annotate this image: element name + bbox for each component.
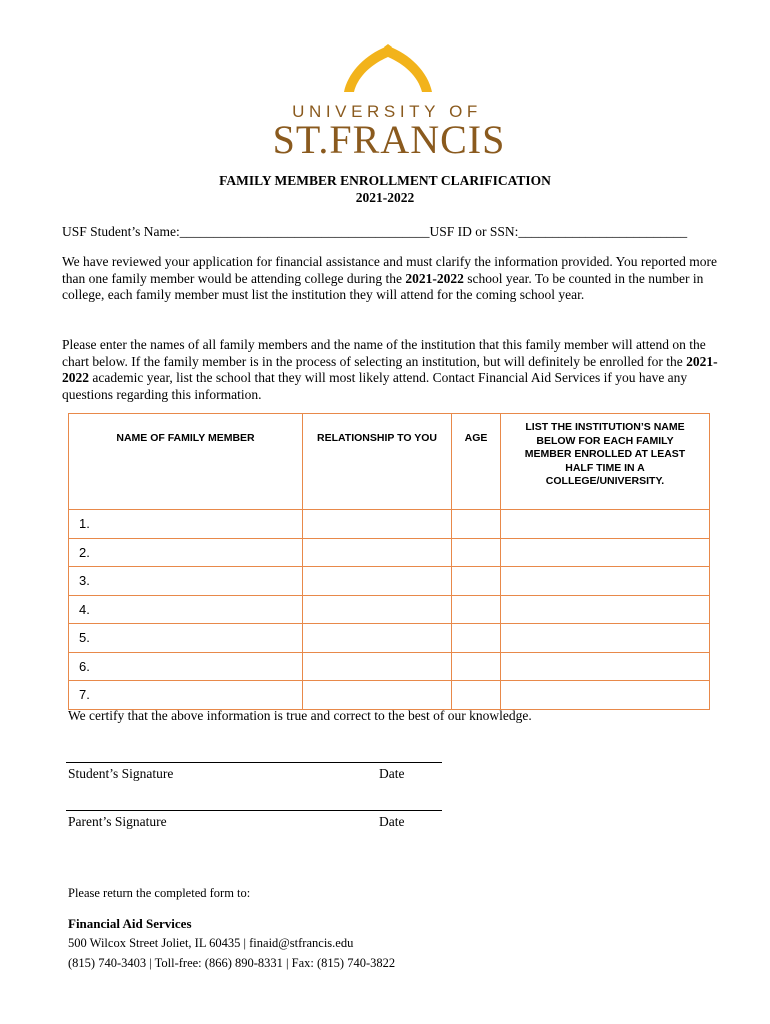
header-institution-line: LIST THE INSTITUTION’S NAME <box>525 421 685 433</box>
age-cell[interactable] <box>452 595 501 624</box>
row-number-name-cell[interactable]: 3. <box>69 567 303 596</box>
table-row <box>69 624 710 653</box>
table-row <box>69 595 710 624</box>
header-institution-line: HALF TIME IN A <box>565 461 645 474</box>
row-number-name-cell[interactable]: 1. <box>69 510 303 539</box>
header-institution-line: COLLEGE/UNIVERSITY. <box>545 475 665 487</box>
table-row <box>69 681 710 710</box>
relationship-cell[interactable] <box>303 624 452 653</box>
age-cell[interactable] <box>452 624 501 653</box>
header-institution-line: MEMBER ENROLLED AT LEAST <box>524 448 686 460</box>
arch-icon <box>340 44 436 94</box>
student-signature-line[interactable] <box>66 762 442 763</box>
logo-university-of: UNIVERSITY OF <box>292 102 482 121</box>
institution-cell[interactable] <box>501 681 710 710</box>
age-cell[interactable] <box>452 538 501 567</box>
intro-text-a: We have reviewed your application for financial assistance and must clarify the information provided. You reported more than one family member would be attending college during the <box>62 254 717 286</box>
relationship-cell[interactable] <box>303 510 452 539</box>
student-date-label: Date <box>379 766 405 781</box>
intro-text-b: school year. To be counted in the number in college, each family member must list the institution they will attend for the coming school year. <box>62 270 704 302</box>
student-signature-label: Student’s Signature <box>68 766 174 781</box>
relationship-cell[interactable] <box>303 538 452 567</box>
row-number-name-cell[interactable]: 5. <box>69 624 303 653</box>
return-instructions: Please return the completed form to: <box>68 886 251 900</box>
table-row <box>69 538 710 567</box>
row-number-name-cell[interactable]: 2. <box>69 538 303 567</box>
parent-date-label: Date <box>379 814 405 829</box>
logo-st-francis: ST.FRANCIS <box>272 117 506 162</box>
header-relationship: RELATIONSHIP TO YOU <box>303 414 452 510</box>
instructions-year: 2021-2022 <box>62 353 718 385</box>
institution-cell[interactable] <box>501 538 710 567</box>
institution-cell[interactable] <box>501 624 710 653</box>
office-address: 500 Wilcox Street Joliet, IL 60435 | finaid@stfrancis.edu <box>68 936 354 950</box>
age-cell[interactable] <box>452 510 501 539</box>
student-name-id-line: USF Student’s Name:_____________________________________USF ID or SSN:_________________________ <box>62 224 688 239</box>
office-phones: (815) 740-3403 | Toll-free: (866) 890-8331 | Fax: (815) 740-3822 <box>68 956 396 970</box>
row-number-name-cell[interactable]: 7. <box>69 681 303 710</box>
institution-cell[interactable] <box>501 510 710 539</box>
parent-signature-line[interactable] <box>66 810 442 811</box>
table-row <box>69 567 710 596</box>
relationship-cell[interactable] <box>303 595 452 624</box>
header-institution-line: BELOW FOR EACH FAMILY <box>536 434 674 447</box>
row-number-name-cell[interactable]: 6. <box>69 652 303 681</box>
relationship-cell[interactable] <box>303 652 452 681</box>
intro-paragraph <box>62 254 722 304</box>
university-logo <box>262 44 512 164</box>
age-cell[interactable] <box>452 567 501 596</box>
table-row <box>69 652 710 681</box>
table-header-row <box>69 414 710 510</box>
form-title: FAMILY MEMBER ENROLLMENT CLARIFICATION <box>219 173 551 188</box>
instructions-paragraph <box>62 337 722 403</box>
row-number-name-cell[interactable]: 4. <box>69 595 303 624</box>
instructions-text-a: Please enter the names of all family members and the name of the institution that this family member will attend on the chart below. If the family member is in the process of selecting an institution, but will definitely be enrolled for the <box>62 337 706 369</box>
family-member-table <box>68 413 710 710</box>
instructions-text-b: academic year, list the school that they will most likely attend. Contact Financial Aid Services if you have any questions regarding this information. <box>62 370 688 402</box>
institution-cell[interactable] <box>501 567 710 596</box>
age-cell[interactable] <box>452 681 501 710</box>
form-year: 2021-2022 <box>355 190 415 205</box>
office-name: Financial Aid Services <box>68 916 192 931</box>
relationship-cell[interactable] <box>303 681 452 710</box>
certify-statement: We certify that the above information is true and correct to the best of our knowledge. <box>68 708 532 723</box>
age-cell[interactable] <box>452 652 501 681</box>
header-age: AGE <box>452 414 501 510</box>
intro-year: 2021-2022 <box>405 270 464 286</box>
table-row <box>69 510 710 539</box>
institution-cell[interactable] <box>501 652 710 681</box>
parent-signature-label: Parent’s Signature <box>68 814 167 829</box>
header-name: NAME OF FAMILY MEMBER <box>69 414 303 510</box>
institution-cell[interactable] <box>501 595 710 624</box>
header-institution <box>501 414 710 510</box>
relationship-cell[interactable] <box>303 567 452 596</box>
